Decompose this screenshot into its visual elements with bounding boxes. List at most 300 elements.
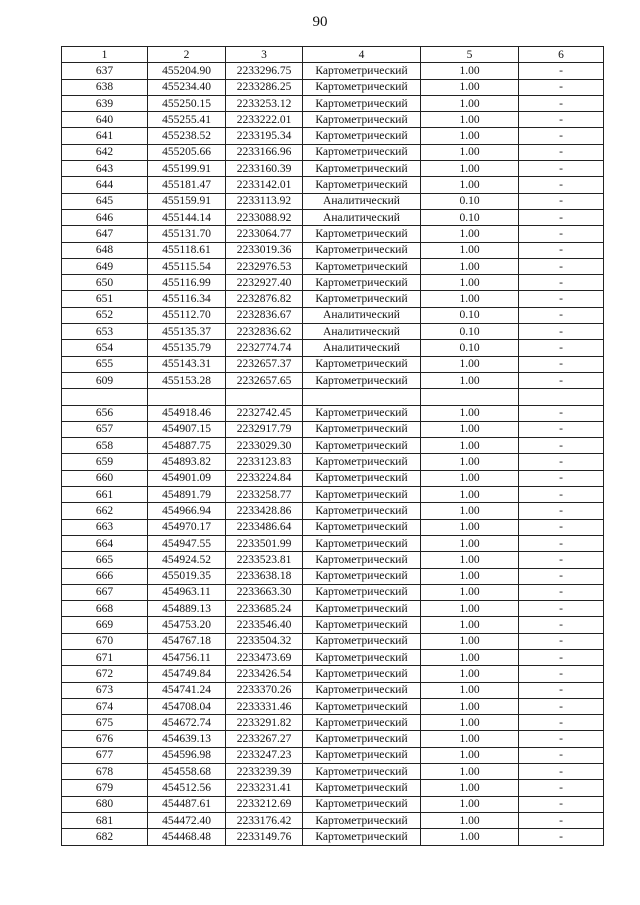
point-number-cell: 664 bbox=[62, 535, 148, 551]
accuracy-cell: 1.00 bbox=[421, 63, 519, 79]
accuracy-cell: 0.10 bbox=[421, 209, 519, 225]
point-number-cell: 638 bbox=[62, 79, 148, 95]
accuracy-cell: 0.10 bbox=[421, 307, 519, 323]
table-row bbox=[62, 584, 604, 600]
point-number-cell: 650 bbox=[62, 275, 148, 291]
x-coordinate-cell: 455144.14 bbox=[148, 209, 226, 225]
method-cell: Картометрический bbox=[303, 275, 421, 291]
method-cell: Картометрический bbox=[303, 698, 421, 714]
note-cell: - bbox=[519, 649, 604, 665]
accuracy-cell: 1.00 bbox=[421, 698, 519, 714]
point-number-cell: 682 bbox=[62, 829, 148, 845]
point-number-cell: 642 bbox=[62, 144, 148, 160]
method-cell: Картометрический bbox=[303, 95, 421, 111]
table-row bbox=[62, 161, 604, 177]
accuracy-cell: 1.00 bbox=[421, 584, 519, 600]
y-coordinate-cell: 2232927.40 bbox=[226, 275, 303, 291]
note-cell: - bbox=[519, 258, 604, 274]
note-cell: - bbox=[519, 601, 604, 617]
x-coordinate-cell bbox=[148, 389, 226, 405]
table-row bbox=[62, 226, 604, 242]
accuracy-cell: 1.00 bbox=[421, 780, 519, 796]
y-coordinate-cell: 2233291.82 bbox=[226, 715, 303, 731]
point-number-cell: 674 bbox=[62, 698, 148, 714]
accuracy-cell: 1.00 bbox=[421, 649, 519, 665]
x-coordinate-cell: 455116.99 bbox=[148, 275, 226, 291]
y-coordinate-cell: 2233064.77 bbox=[226, 226, 303, 242]
x-coordinate-cell: 454970.17 bbox=[148, 519, 226, 535]
table-row bbox=[62, 747, 604, 763]
x-coordinate-cell: 455234.40 bbox=[148, 79, 226, 95]
table-row bbox=[62, 193, 604, 209]
note-cell: - bbox=[519, 226, 604, 242]
note-cell: - bbox=[519, 568, 604, 584]
table-row bbox=[62, 421, 604, 437]
table-row bbox=[62, 307, 604, 323]
y-coordinate-cell: 2233504.32 bbox=[226, 633, 303, 649]
note-cell: - bbox=[519, 275, 604, 291]
y-coordinate-cell: 2233685.24 bbox=[226, 601, 303, 617]
point-number-cell: 659 bbox=[62, 454, 148, 470]
method-cell: Картометрический bbox=[303, 715, 421, 731]
method-cell: Картометрический bbox=[303, 79, 421, 95]
table-row bbox=[62, 519, 604, 535]
point-number-cell: 672 bbox=[62, 666, 148, 682]
accuracy-cell: 1.00 bbox=[421, 617, 519, 633]
note-cell: - bbox=[519, 405, 604, 421]
point-number-cell: 637 bbox=[62, 63, 148, 79]
method-cell: Картометрический bbox=[303, 405, 421, 421]
method-cell: Картометрический bbox=[303, 258, 421, 274]
method-cell: Картометрический bbox=[303, 535, 421, 551]
x-coordinate-cell: 455019.35 bbox=[148, 568, 226, 584]
point-number-cell: 655 bbox=[62, 356, 148, 372]
y-coordinate-cell: 2233113.92 bbox=[226, 193, 303, 209]
y-coordinate-cell: 2233258.77 bbox=[226, 487, 303, 503]
x-coordinate-cell: 454891.79 bbox=[148, 487, 226, 503]
accuracy-cell: 1.00 bbox=[421, 519, 519, 535]
note-cell: - bbox=[519, 79, 604, 95]
y-coordinate-cell: 2233149.76 bbox=[226, 829, 303, 845]
y-coordinate-cell: 2233546.40 bbox=[226, 617, 303, 633]
table-row bbox=[62, 552, 604, 568]
y-coordinate-cell: 2233123.83 bbox=[226, 454, 303, 470]
x-coordinate-cell: 455135.79 bbox=[148, 340, 226, 356]
table-row bbox=[62, 63, 604, 79]
table-row bbox=[62, 356, 604, 372]
table-row bbox=[62, 79, 604, 95]
note-cell: - bbox=[519, 584, 604, 600]
method-cell: Картометрический bbox=[303, 291, 421, 307]
note-cell: - bbox=[519, 519, 604, 535]
table-row bbox=[62, 503, 604, 519]
method-cell: Аналитический bbox=[303, 209, 421, 225]
point-number-cell: 654 bbox=[62, 340, 148, 356]
y-coordinate-cell: 2232774.74 bbox=[226, 340, 303, 356]
accuracy-cell: 1.00 bbox=[421, 552, 519, 568]
y-coordinate-cell: 2233267.27 bbox=[226, 731, 303, 747]
accuracy-cell: 1.00 bbox=[421, 438, 519, 454]
x-coordinate-cell: 455118.61 bbox=[148, 242, 226, 258]
note-cell: - bbox=[519, 421, 604, 437]
column-header-4: 4 bbox=[303, 47, 421, 63]
accuracy-cell: 1.00 bbox=[421, 291, 519, 307]
method-cell: Картометрический bbox=[303, 812, 421, 828]
table-row bbox=[62, 438, 604, 454]
y-coordinate-cell: 2233296.75 bbox=[226, 63, 303, 79]
note-cell: - bbox=[519, 666, 604, 682]
accuracy-cell bbox=[421, 389, 519, 405]
note-cell: - bbox=[519, 291, 604, 307]
note-cell: - bbox=[519, 764, 604, 780]
point-number-cell: 681 bbox=[62, 812, 148, 828]
x-coordinate-cell: 455250.15 bbox=[148, 95, 226, 111]
note-cell: - bbox=[519, 356, 604, 372]
point-number-cell: 661 bbox=[62, 487, 148, 503]
table-row bbox=[62, 405, 604, 421]
table-header-row bbox=[62, 47, 604, 63]
x-coordinate-cell: 454889.13 bbox=[148, 601, 226, 617]
note-cell: - bbox=[519, 177, 604, 193]
note-cell: - bbox=[519, 307, 604, 323]
x-coordinate-cell: 454963.11 bbox=[148, 584, 226, 600]
table-row bbox=[62, 95, 604, 111]
method-cell: Картометрический bbox=[303, 470, 421, 486]
method-cell: Аналитический bbox=[303, 193, 421, 209]
x-coordinate-cell: 455205.66 bbox=[148, 144, 226, 160]
x-coordinate-cell: 454468.48 bbox=[148, 829, 226, 845]
y-coordinate-cell: 2233160.39 bbox=[226, 161, 303, 177]
y-coordinate-cell: 2233029.30 bbox=[226, 438, 303, 454]
method-cell: Картометрический bbox=[303, 682, 421, 698]
accuracy-cell: 1.00 bbox=[421, 421, 519, 437]
x-coordinate-cell: 454596.98 bbox=[148, 747, 226, 763]
method-cell: Картометрический bbox=[303, 764, 421, 780]
y-coordinate-cell: 2233523.81 bbox=[226, 552, 303, 568]
method-cell: Картометрический bbox=[303, 438, 421, 454]
y-coordinate-cell: 2233247.23 bbox=[226, 747, 303, 763]
accuracy-cell: 1.00 bbox=[421, 666, 519, 682]
note-cell: - bbox=[519, 128, 604, 144]
column-header-6: 6 bbox=[519, 47, 604, 63]
x-coordinate-cell: 454708.04 bbox=[148, 698, 226, 714]
y-coordinate-cell bbox=[226, 389, 303, 405]
accuracy-cell: 1.00 bbox=[421, 715, 519, 731]
method-cell: Картометрический bbox=[303, 63, 421, 79]
x-coordinate-cell: 455116.34 bbox=[148, 291, 226, 307]
x-coordinate-cell: 454512.56 bbox=[148, 780, 226, 796]
accuracy-cell: 1.00 bbox=[421, 487, 519, 503]
table-row bbox=[62, 715, 604, 731]
table-row bbox=[62, 389, 604, 405]
y-coordinate-cell: 2233428.86 bbox=[226, 503, 303, 519]
note-cell: - bbox=[519, 372, 604, 388]
method-cell: Картометрический bbox=[303, 519, 421, 535]
x-coordinate-cell: 454918.46 bbox=[148, 405, 226, 421]
note-cell: - bbox=[519, 552, 604, 568]
accuracy-cell: 1.00 bbox=[421, 503, 519, 519]
method-cell: Картометрический bbox=[303, 112, 421, 128]
y-coordinate-cell: 2233286.25 bbox=[226, 79, 303, 95]
point-number-cell: 670 bbox=[62, 633, 148, 649]
y-coordinate-cell: 2233663.30 bbox=[226, 584, 303, 600]
y-coordinate-cell: 2232657.37 bbox=[226, 356, 303, 372]
x-coordinate-cell: 455181.47 bbox=[148, 177, 226, 193]
table-row bbox=[62, 698, 604, 714]
x-coordinate-cell: 454947.55 bbox=[148, 535, 226, 551]
note-cell: - bbox=[519, 829, 604, 845]
note-cell: - bbox=[519, 470, 604, 486]
note-cell: - bbox=[519, 209, 604, 225]
accuracy-cell: 1.00 bbox=[421, 601, 519, 617]
note-cell: - bbox=[519, 617, 604, 633]
point-number-cell: 669 bbox=[62, 617, 148, 633]
method-cell: Картометрический bbox=[303, 731, 421, 747]
accuracy-cell: 1.00 bbox=[421, 796, 519, 812]
note-cell: - bbox=[519, 112, 604, 128]
y-coordinate-cell: 2233231.41 bbox=[226, 780, 303, 796]
y-coordinate-cell: 2233473.69 bbox=[226, 649, 303, 665]
y-coordinate-cell: 2233486.64 bbox=[226, 519, 303, 535]
y-coordinate-cell: 2233331.46 bbox=[226, 698, 303, 714]
method-cell: Картометрический bbox=[303, 226, 421, 242]
accuracy-cell: 1.00 bbox=[421, 682, 519, 698]
point-number-cell: 640 bbox=[62, 112, 148, 128]
method-cell: Картометрический bbox=[303, 128, 421, 144]
table-row bbox=[62, 209, 604, 225]
point-number-cell: 678 bbox=[62, 764, 148, 780]
point-number-cell: 652 bbox=[62, 307, 148, 323]
note-cell: - bbox=[519, 633, 604, 649]
accuracy-cell: 1.00 bbox=[421, 242, 519, 258]
table-row bbox=[62, 780, 604, 796]
x-coordinate-cell: 455199.91 bbox=[148, 161, 226, 177]
y-coordinate-cell: 2233224.84 bbox=[226, 470, 303, 486]
method-cell: Картометрический bbox=[303, 747, 421, 763]
x-coordinate-cell: 454893.82 bbox=[148, 454, 226, 470]
table-row bbox=[62, 731, 604, 747]
note-cell: - bbox=[519, 63, 604, 79]
note-cell: - bbox=[519, 161, 604, 177]
table-row bbox=[62, 829, 604, 845]
point-number-cell: 656 bbox=[62, 405, 148, 421]
x-coordinate-cell: 455143.31 bbox=[148, 356, 226, 372]
note-cell: - bbox=[519, 487, 604, 503]
table-row bbox=[62, 291, 604, 307]
x-coordinate-cell: 455131.70 bbox=[148, 226, 226, 242]
point-number-cell: 645 bbox=[62, 193, 148, 209]
accuracy-cell: 1.00 bbox=[421, 112, 519, 128]
point-number-cell: 646 bbox=[62, 209, 148, 225]
point-number-cell: 676 bbox=[62, 731, 148, 747]
point-number-cell: 680 bbox=[62, 796, 148, 812]
accuracy-cell: 1.00 bbox=[421, 372, 519, 388]
table-row bbox=[62, 487, 604, 503]
accuracy-cell: 1.00 bbox=[421, 226, 519, 242]
accuracy-cell: 1.00 bbox=[421, 177, 519, 193]
method-cell: Картометрический bbox=[303, 666, 421, 682]
method-cell: Картометрический bbox=[303, 584, 421, 600]
y-coordinate-cell: 2232836.67 bbox=[226, 307, 303, 323]
table-row bbox=[62, 796, 604, 812]
point-number-cell: 671 bbox=[62, 649, 148, 665]
x-coordinate-cell: 454472.40 bbox=[148, 812, 226, 828]
column-header-1: 1 bbox=[62, 47, 148, 63]
method-cell bbox=[303, 389, 421, 405]
table-row bbox=[62, 568, 604, 584]
x-coordinate-cell: 455115.54 bbox=[148, 258, 226, 274]
x-coordinate-cell: 454741.24 bbox=[148, 682, 226, 698]
note-cell bbox=[519, 389, 604, 405]
note-cell: - bbox=[519, 812, 604, 828]
point-number-cell: 679 bbox=[62, 780, 148, 796]
note-cell: - bbox=[519, 324, 604, 340]
column-header-3: 3 bbox=[226, 47, 303, 63]
method-cell: Аналитический bbox=[303, 307, 421, 323]
method-cell: Картометрический bbox=[303, 421, 421, 437]
note-cell: - bbox=[519, 438, 604, 454]
method-cell: Картометрический bbox=[303, 487, 421, 503]
table-row bbox=[62, 372, 604, 388]
note-cell: - bbox=[519, 454, 604, 470]
x-coordinate-cell: 454672.74 bbox=[148, 715, 226, 731]
note-cell: - bbox=[519, 698, 604, 714]
page-number: 90 bbox=[312, 14, 328, 30]
accuracy-cell: 0.10 bbox=[421, 324, 519, 340]
point-number-cell: 653 bbox=[62, 324, 148, 340]
point-number-cell: 643 bbox=[62, 161, 148, 177]
x-coordinate-cell: 455153.28 bbox=[148, 372, 226, 388]
y-coordinate-cell: 2232917.79 bbox=[226, 421, 303, 437]
table-row bbox=[62, 666, 604, 682]
note-cell: - bbox=[519, 747, 604, 763]
x-coordinate-cell: 455255.41 bbox=[148, 112, 226, 128]
table-row bbox=[62, 470, 604, 486]
y-coordinate-cell: 2233222.01 bbox=[226, 112, 303, 128]
table-row bbox=[62, 144, 604, 160]
accuracy-cell: 1.00 bbox=[421, 275, 519, 291]
method-cell: Картометрический bbox=[303, 503, 421, 519]
accuracy-cell: 1.00 bbox=[421, 128, 519, 144]
x-coordinate-cell: 454558.68 bbox=[148, 764, 226, 780]
table-row bbox=[62, 275, 604, 291]
accuracy-cell: 1.00 bbox=[421, 258, 519, 274]
table-row bbox=[62, 324, 604, 340]
x-coordinate-cell: 454767.18 bbox=[148, 633, 226, 649]
method-cell: Аналитический bbox=[303, 340, 421, 356]
table-row bbox=[62, 242, 604, 258]
y-coordinate-cell: 2233426.54 bbox=[226, 666, 303, 682]
table-row bbox=[62, 340, 604, 356]
accuracy-cell: 1.00 bbox=[421, 731, 519, 747]
x-coordinate-cell: 455135.37 bbox=[148, 324, 226, 340]
y-coordinate-cell: 2233253.12 bbox=[226, 95, 303, 111]
point-number-cell: 673 bbox=[62, 682, 148, 698]
method-cell: Картометрический bbox=[303, 568, 421, 584]
y-coordinate-cell: 2232742.45 bbox=[226, 405, 303, 421]
y-coordinate-cell: 2232976.53 bbox=[226, 258, 303, 274]
x-coordinate-cell: 454924.52 bbox=[148, 552, 226, 568]
point-number-cell: 657 bbox=[62, 421, 148, 437]
method-cell: Картометрический bbox=[303, 161, 421, 177]
point-number-cell: 663 bbox=[62, 519, 148, 535]
method-cell: Картометрический bbox=[303, 454, 421, 470]
accuracy-cell: 1.00 bbox=[421, 470, 519, 486]
method-cell: Картометрический bbox=[303, 649, 421, 665]
accuracy-cell: 1.00 bbox=[421, 829, 519, 845]
note-cell: - bbox=[519, 780, 604, 796]
note-cell: - bbox=[519, 193, 604, 209]
table-row bbox=[62, 764, 604, 780]
y-coordinate-cell: 2233019.36 bbox=[226, 242, 303, 258]
table-body bbox=[62, 63, 604, 845]
method-cell: Картометрический bbox=[303, 780, 421, 796]
accuracy-cell: 1.00 bbox=[421, 144, 519, 160]
table-row bbox=[62, 617, 604, 633]
x-coordinate-cell: 454756.11 bbox=[148, 649, 226, 665]
y-coordinate-cell: 2233142.01 bbox=[226, 177, 303, 193]
point-number-cell: 639 bbox=[62, 95, 148, 111]
method-cell: Картометрический bbox=[303, 796, 421, 812]
method-cell: Картометрический bbox=[303, 633, 421, 649]
point-number-cell: 641 bbox=[62, 128, 148, 144]
point-number-cell: 644 bbox=[62, 177, 148, 193]
note-cell: - bbox=[519, 715, 604, 731]
x-coordinate-cell: 454487.61 bbox=[148, 796, 226, 812]
method-cell: Аналитический bbox=[303, 324, 421, 340]
note-cell: - bbox=[519, 95, 604, 111]
x-coordinate-cell: 455112.70 bbox=[148, 307, 226, 323]
accuracy-cell: 1.00 bbox=[421, 161, 519, 177]
point-number-cell bbox=[62, 389, 148, 405]
x-coordinate-cell: 454749.84 bbox=[148, 666, 226, 682]
table-row bbox=[62, 177, 604, 193]
y-coordinate-cell: 2233088.92 bbox=[226, 209, 303, 225]
x-coordinate-cell: 454907.15 bbox=[148, 421, 226, 437]
table-row bbox=[62, 812, 604, 828]
y-coordinate-cell: 2232657.65 bbox=[226, 372, 303, 388]
method-cell: Картометрический bbox=[303, 617, 421, 633]
note-cell: - bbox=[519, 144, 604, 160]
y-coordinate-cell: 2233195.34 bbox=[226, 128, 303, 144]
accuracy-cell: 1.00 bbox=[421, 356, 519, 372]
accuracy-cell: 1.00 bbox=[421, 747, 519, 763]
note-cell: - bbox=[519, 503, 604, 519]
accuracy-cell: 1.00 bbox=[421, 633, 519, 649]
accuracy-cell: 0.10 bbox=[421, 193, 519, 209]
table-row bbox=[62, 258, 604, 274]
point-number-cell: 665 bbox=[62, 552, 148, 568]
method-cell: Картометрический bbox=[303, 356, 421, 372]
y-coordinate-cell: 2233212.69 bbox=[226, 796, 303, 812]
point-number-cell: 658 bbox=[62, 438, 148, 454]
y-coordinate-cell: 2233166.96 bbox=[226, 144, 303, 160]
method-cell: Картометрический bbox=[303, 601, 421, 617]
point-number-cell: 667 bbox=[62, 584, 148, 600]
x-coordinate-cell: 454887.75 bbox=[148, 438, 226, 454]
method-cell: Картометрический bbox=[303, 144, 421, 160]
point-number-cell: 662 bbox=[62, 503, 148, 519]
accuracy-cell: 1.00 bbox=[421, 535, 519, 551]
x-coordinate-cell: 454901.09 bbox=[148, 470, 226, 486]
method-cell: Картометрический bbox=[303, 242, 421, 258]
point-number-cell: 675 bbox=[62, 715, 148, 731]
accuracy-cell: 0.10 bbox=[421, 340, 519, 356]
point-number-cell: 668 bbox=[62, 601, 148, 617]
method-cell: Картометрический bbox=[303, 372, 421, 388]
note-cell: - bbox=[519, 340, 604, 356]
y-coordinate-cell: 2233176.42 bbox=[226, 812, 303, 828]
